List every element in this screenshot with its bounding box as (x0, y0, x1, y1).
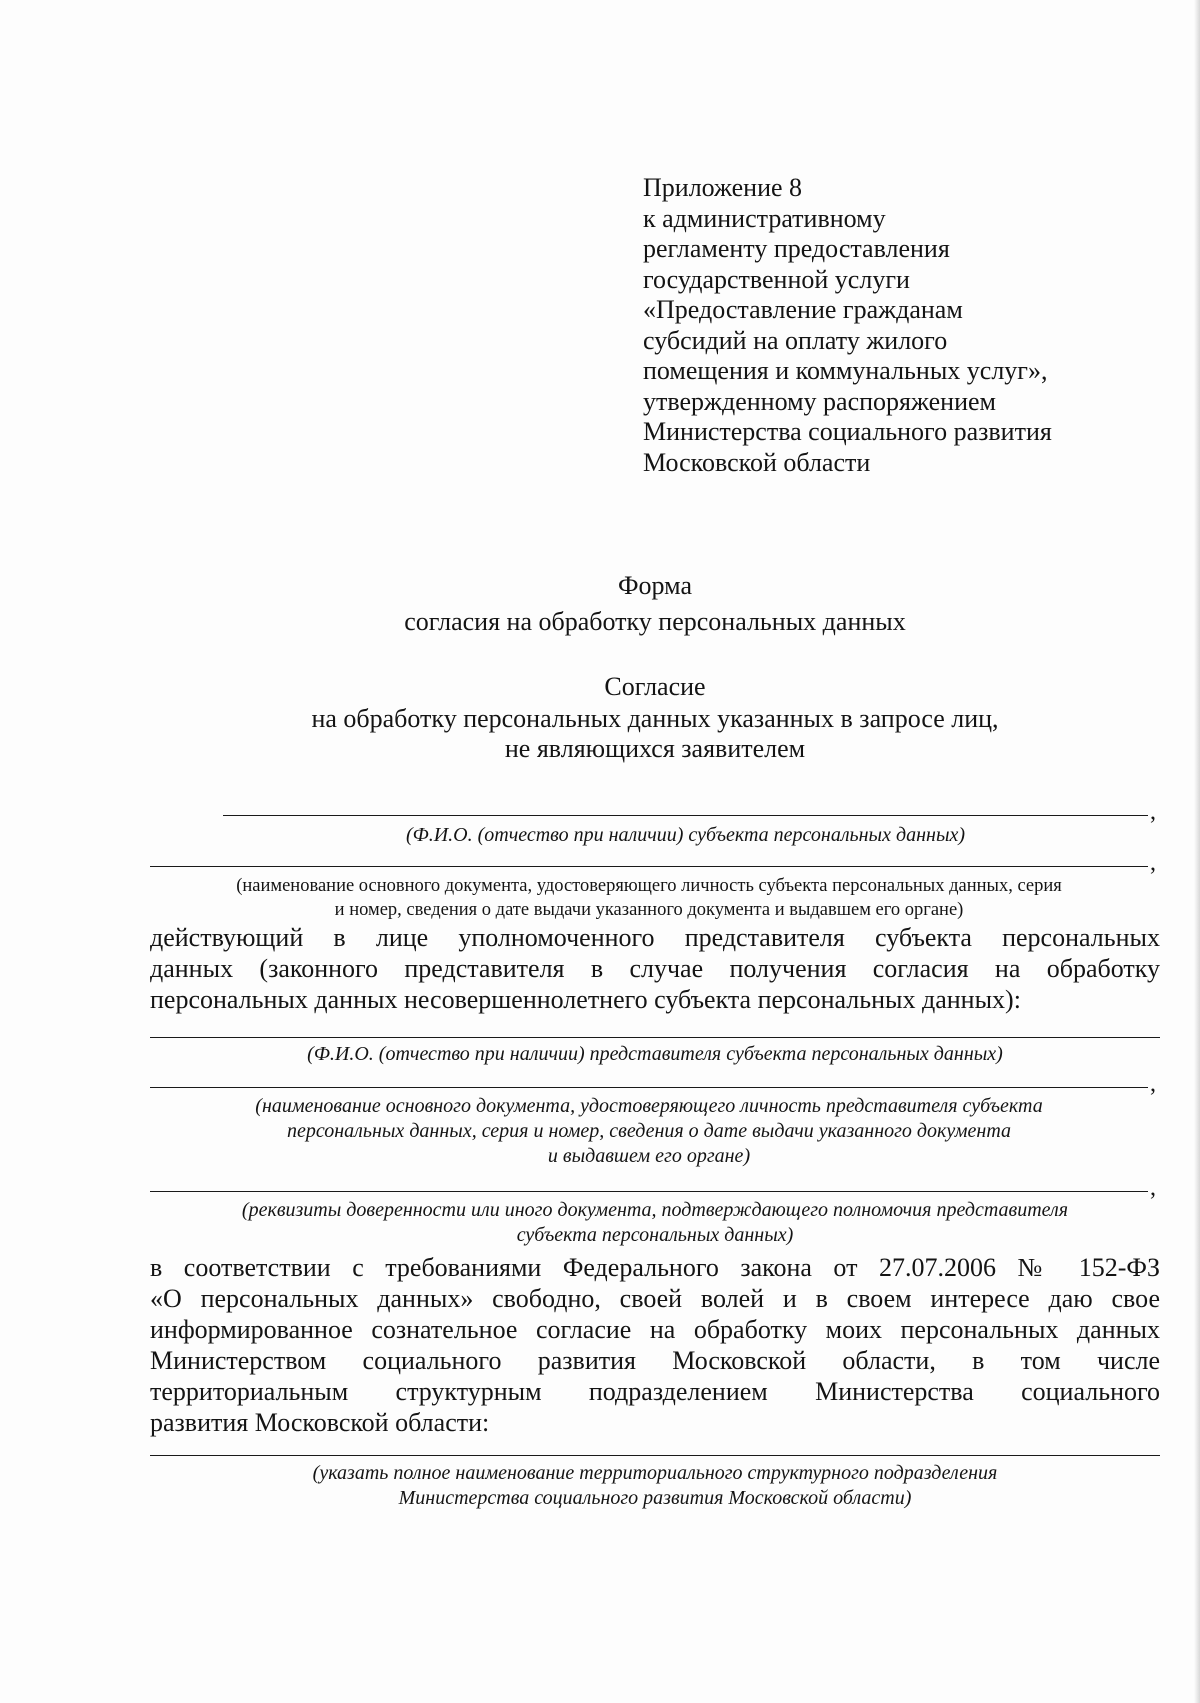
representative-document-field-line[interactable] (150, 1087, 1148, 1088)
subject-fio-caption: (Ф.И.О. (отчество при наличии) субъекта персональных данных) (405, 824, 966, 846)
page-edge-shadow (1194, 0, 1200, 1703)
representative-document-caption: (наименование основного документа, удостоверяющего личность представителя субъекта (255, 1095, 1043, 1117)
consent-subtitle-line: не являющихся заявителем (504, 734, 806, 763)
territorial-unit-field-line[interactable] (150, 1455, 1160, 1456)
appendix-line: Московской области (643, 447, 871, 477)
subject-document-caption: и номер, сведения о дате выдачи указанного документа и выдавшем его органе) (334, 900, 964, 920)
subject-document-field-line[interactable] (150, 866, 1148, 867)
form-title: Форма (618, 571, 692, 600)
appendix-line: «Предоставление гражданам (643, 295, 963, 324)
representative-paragraph (150, 922, 1160, 1015)
territorial-unit-caption: (указать полное наименование территориального структурного подразделения (312, 1462, 998, 1484)
consent-title: Согласие (604, 672, 706, 701)
subject-document-caption: (наименование основного документа, удостоверяющего личность субъекта персональных данных, серия (236, 876, 1062, 896)
subject-fio-field-line[interactable] (223, 815, 1148, 816)
paragraph-line: Министерством социального развития Московской области, в том числе (150, 1346, 1160, 1375)
representative-fio-field-line[interactable] (150, 1037, 1160, 1038)
representative-document-caption: и выдавшем его органе) (547, 1145, 751, 1167)
appendix-line: субсидий на оплату жилого (643, 325, 948, 355)
appendix-line: к административному (643, 203, 886, 233)
paragraph-line: территориальным структурным подразделением Министерства социального (150, 1377, 1160, 1406)
consent-paragraph (150, 1252, 1160, 1438)
paragraph-line: «О персональных данных» свободно, своей волей и в своем интересе даю свое (150, 1284, 1160, 1313)
proxy-requisites-field-line[interactable] (150, 1191, 1148, 1192)
field-comma: , (1150, 1071, 1156, 1097)
paragraph-line: развития Московской области: (150, 1408, 490, 1437)
appendix-line: Министерства социального развития (643, 417, 1052, 446)
field-comma: , (1150, 1175, 1156, 1201)
appendix-header (643, 173, 1163, 478)
paragraph-line: персональных данных несовершеннолетнего субъекта персональных данных): (150, 985, 1021, 1014)
appendix-line: государственной услуги (643, 264, 910, 294)
proxy-requisites-caption: субъекта персональных данных) (516, 1224, 794, 1246)
paragraph-line: в соответствии с требованиями Федерального закона от 27.07.2006 № 152-ФЗ (150, 1253, 1160, 1282)
form-subtitle: согласия на обработку персональных данных (404, 607, 906, 636)
field-comma: , (1150, 799, 1156, 825)
paragraph-line: данных (законного представителя в случае получения согласия на обработку (150, 954, 1160, 983)
representative-fio-caption: (Ф.И.О. (отчество при наличии) представителя субъекта персональных данных) (307, 1043, 1003, 1065)
paragraph-line: действующий в лице уполномоченного представителя субъекта персональных (150, 923, 1160, 952)
territorial-unit-caption: Министерства социального развития Московской области) (398, 1487, 912, 1509)
proxy-requisites-caption: (реквизиты доверенности или иного документа, подтверждающего полномочия представителя (241, 1199, 1069, 1221)
representative-document-caption: персональных данных, серия и номер, сведения о дате выдачи указанного документа (286, 1120, 1012, 1142)
field-comma: , (1150, 850, 1156, 876)
appendix-line: регламенту предоставления (643, 234, 950, 263)
paragraph-line: информированное сознательное согласие на обработку моих персональных данных (150, 1315, 1160, 1344)
appendix-line: Приложение 8 (643, 173, 803, 202)
appendix-line: помещения и коммунальных услуг», (643, 356, 1048, 385)
appendix-line: утвержденному распоряжением (643, 386, 996, 416)
consent-subtitle-line: на обработку персональных данных указанных в запросе лиц, (311, 704, 999, 733)
